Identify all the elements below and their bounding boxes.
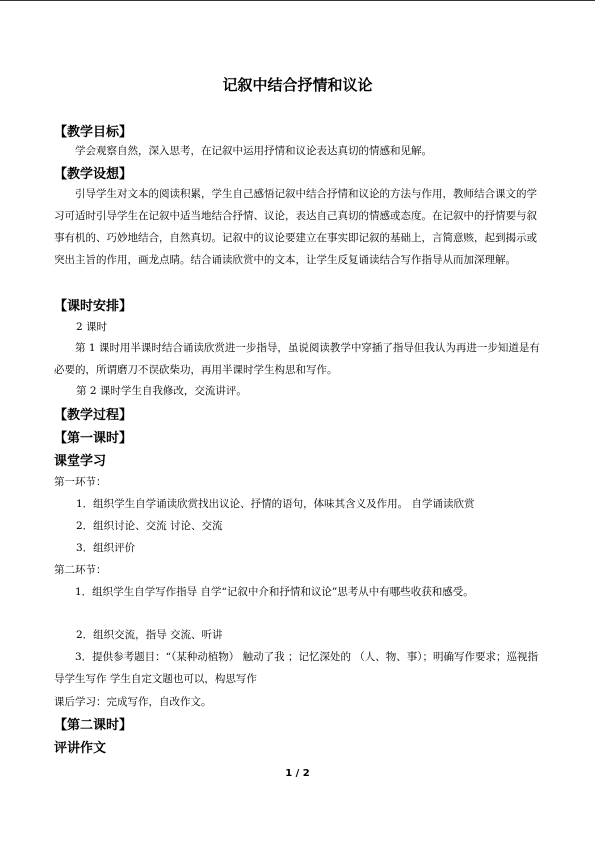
step1-item-1: 1．组织学生自学诵读欣赏找出议论、抒情的语句，体味其含义及作用。 自学诵读欣赏 (76, 498, 475, 510)
page-number: 1 / 2 (285, 768, 310, 779)
goal-heading: 【教学目标】 (54, 125, 133, 140)
step2-label: 第二环节： (54, 564, 107, 576)
schedule-heading: 【课时安排】 (54, 299, 133, 314)
process-heading: 【教学过程】 (54, 408, 133, 423)
schedule-lesson2: 第 2 课时学生自我修改，交流讲评。 (76, 385, 247, 397)
step1-item-2: 2．组织讨论、交流 讨论、交流 (76, 520, 223, 532)
step1-item-3: 3．组织评价 (76, 542, 136, 554)
design-text: 引导学生对文本的阅读积累，学生自己感悟记叙中结合抒情和议论的方法与作用，教师结合课文的学习可适时引导学生在记叙中适当地结合抒情、议论，表达自己真切的情感或态度。在记叙中的抒情要与叙事有机的、巧妙地结合，自然真切。记叙中的议论要建立在事实即记叙的基础上，言简意赅，起到揭示或突出主旨的作用，画龙点睛。结合诵读欣赏中的文本，让学生反复诵读结合写作指导从而加深理解。 (54, 188, 537, 266)
schedule-count: 2 课时 (76, 321, 108, 333)
lesson1-heading: 【第一课时】 (54, 431, 133, 446)
design-heading: 【教学设想】 (54, 167, 133, 182)
step2-item-1: 1．组织学生自学写作指导 自学“记叙中介和抒情和议论”思考从中有哪些收获和感受。 (75, 586, 474, 598)
step2-item-3: 3．提供参考题目：“（某种动植物） 触动了我 ；记忆深处的 （人、物、事）；明确写作要求；巡视指导学生写作 学生自定文题也可以，构思写作 (54, 651, 539, 685)
schedule-lesson1: 第 1 课时用半课时结合诵读欣赏进一步指导，虽说阅读教学中穿插了指导但我认为再进一步知道是有必要的，所谓磨刀不误砍柴功，再用半课时学生构思和写作。 (54, 342, 540, 376)
review-heading: 评讲作文 (54, 741, 107, 756)
after-class-text: 课后学习：完成写作，自改作文。 (54, 696, 212, 708)
goal-text: 学会观察自然，深入思考，在记叙中运用抒情和议论表达真切的情感和见解。 (75, 145, 432, 157)
page-title: 记叙中结合抒情和议论 (222, 76, 373, 94)
step1-label: 第一环节： (54, 476, 107, 488)
top-border (0, 0, 595, 1)
step2-item-2: 2．组织交流，指导 交流、听讲 (76, 629, 223, 641)
class-study-heading: 课堂学习 (54, 454, 107, 469)
lesson2-heading: 【第二课时】 (54, 718, 133, 733)
